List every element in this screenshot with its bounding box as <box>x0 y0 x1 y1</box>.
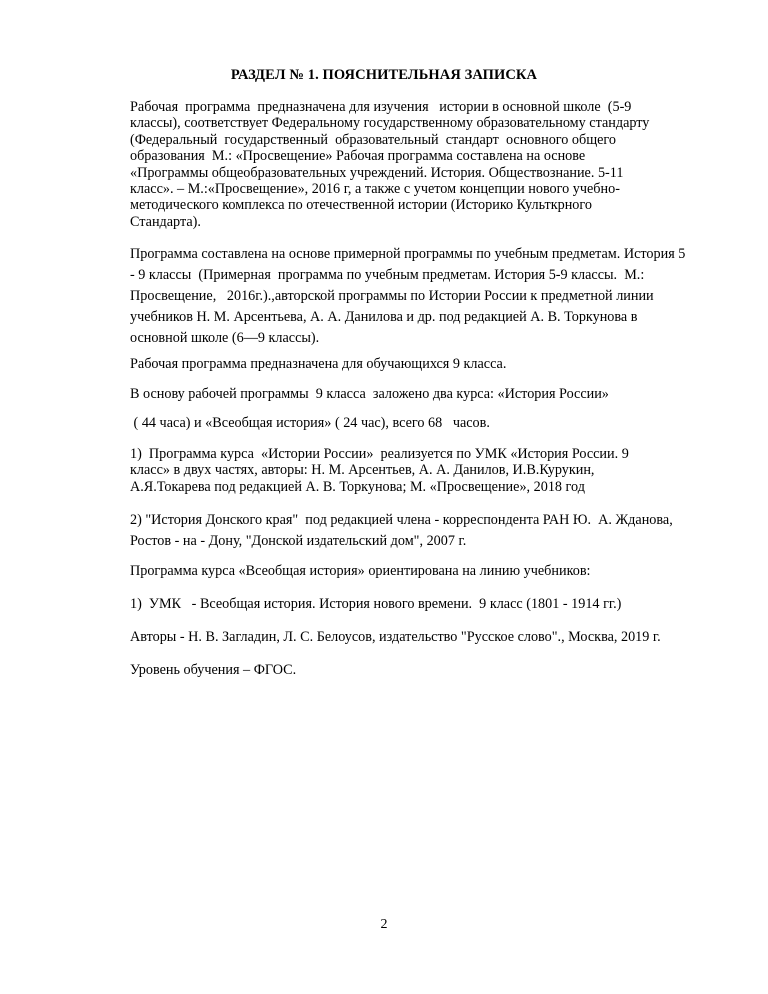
text-line: Программа составлена на основе примерной программы по учебным предметам. История 5 <box>130 246 686 262</box>
text-line: образования М.: «Просвещение» Рабочая программа составлена на основе <box>130 148 586 165</box>
section-heading: РАЗДЕЛ № 1. ПОЯСНИТЕЛЬНАЯ ЗАПИСКА <box>230 67 538 83</box>
text-line: класс». – М.:«Просвещение», 2016 г, а также с учетом концепции нового учебно- <box>130 181 620 198</box>
text-line: «Программы общеобразовательных учреждений. История. Обществознание. 5-11 <box>130 164 624 181</box>
paragraph-authors <box>130 629 750 645</box>
paragraph-intro <box>130 99 750 230</box>
text-line: Уровень обучения – ФГОС. <box>130 662 297 678</box>
paragraph-level <box>130 662 750 678</box>
text-line: методического комплекса по отечественной истории (Историко Культкрного <box>130 197 592 214</box>
text-line: Программа курса «Всеобщая история» ориентирована на линию учебников: <box>130 563 591 579</box>
paragraph-program-basis <box>130 244 750 349</box>
list-item-umk <box>130 596 750 612</box>
paragraph-hours <box>130 415 750 431</box>
text-line: Рабочая программа предназначена для изучения истории в основной школе (5-9 <box>130 99 632 115</box>
text-line: ( 44 часа) и «Всеобщая история» ( 24 час), всего 68 часов. <box>130 415 490 431</box>
list-item-don-history <box>130 510 750 552</box>
paragraph-courses <box>130 386 750 402</box>
text-line: - 9 классы (Примерная программа по учебным предметам. История 5-9 классы. М.: <box>130 267 645 283</box>
text-line: учебников Н. М. Арсентьева, А. А. Данилова и др. под редакцией А. В. Торкунова в <box>130 309 638 325</box>
text-line: 1) УМК - Всеобщая история. История нового времени. 9 класс (1801 - 1914 гг.) <box>130 596 622 612</box>
text-line: Стандарта). <box>130 213 201 230</box>
paragraph-world-history <box>130 563 750 579</box>
list-item-russia-history <box>130 446 750 495</box>
text-line: 1) Программа курса «Истории России» реализуется по УМК «История России. 9 <box>130 446 629 462</box>
text-line: 2) "История Донского края" под редакцией члена - корреспондента РАН Ю. А. Жданова, <box>130 512 673 528</box>
text-line: Рабочая программа предназначена для обучающихся 9 класса. <box>130 356 507 372</box>
text-line: Просвещение, 2016г.).,авторской программы по Истории России к предметной линии <box>130 288 654 304</box>
text-line: Авторы - Н. В. Загладин, Л. С. Белоусов, издательство "Русское слово"., Москва, 2019 г. <box>130 629 661 645</box>
text-line: (Федеральный государственный образовательный стандарт основного общего <box>130 131 616 148</box>
text-line: Ростов - на - Дону, "Донской издательский дом", 2007 г. <box>130 533 467 549</box>
page-number: 2 <box>380 917 388 932</box>
text-line: класс» в двух частях, авторы: Н. М. Арсентьев, А. А. Данилов, И.В.Курукин, <box>130 462 595 479</box>
text-line: классы), соответствует Федеральному государственному образовательному стандарту <box>130 115 650 132</box>
text-line: В основу рабочей программы 9 класса заложено два курса: «История России» <box>130 386 609 402</box>
text-line: А.Я.Токарева под редакцией А. В. Торкунова; М. «Просвещение», 2018 год <box>130 478 585 495</box>
paragraph-target-class <box>130 356 750 372</box>
text-line: основной школе (6—9 классы). <box>130 330 320 346</box>
